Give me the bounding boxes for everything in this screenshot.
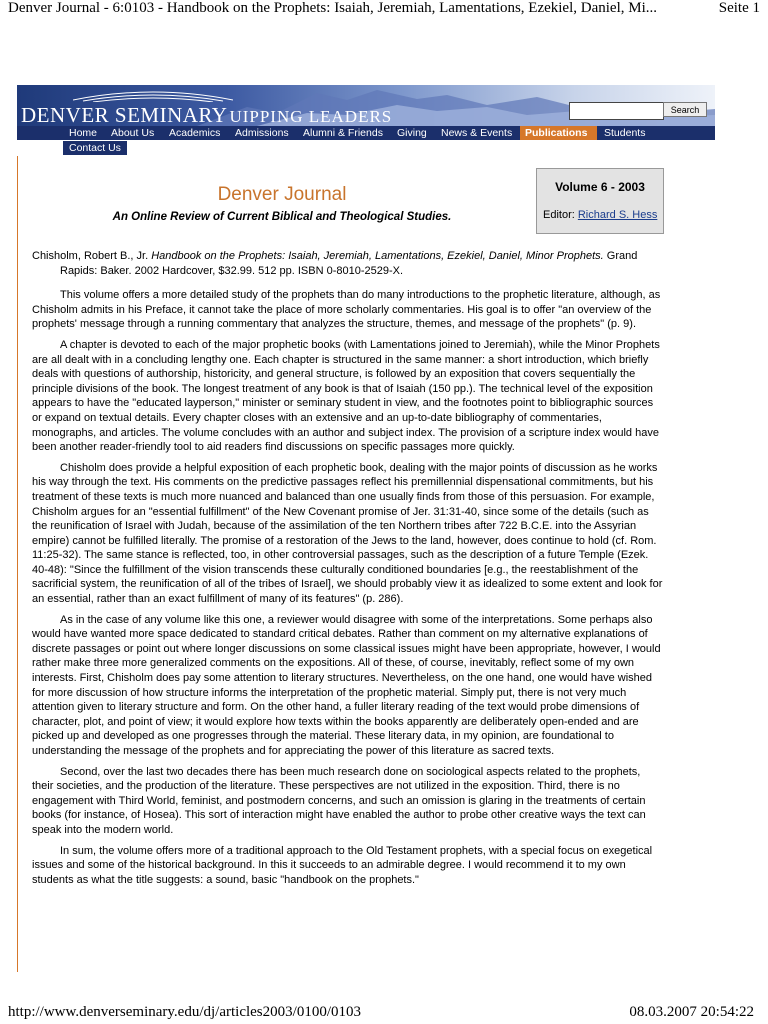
print-footer [8,1004,754,1022]
print-header-page: Seite 1 [718,0,760,16]
nav-item-admissions[interactable]: Admissions [235,127,289,139]
citation-author: Chisholm, Robert B., Jr. [32,250,149,262]
nav-item-news-events[interactable]: News & Events [441,127,513,139]
citation-details: Grand Rapids: Baker. 2002 Hardcover, $32.99. 512 pp. ISBN 0-8010-2529-X. [60,250,638,277]
article-paragraph: As in the case of any volume like this one, a reviewer would disagree with some of the interpretations. Some perhaps also would have wanted more space dedicated to standard critical debates. Rather than comment on my alternative explanations of discrete passages or point out where longer discussions on some classical issues might have been appropriate, however, I would rather make three more generalized comments on the expositions. All of these, of course, inevitably, reflect some of my own interests. First, Chisholm does pay some attention to literary structures. Nevertheless, on the one hand, one would have wished for more discussion of how structure informs the interpretation of the prophetic material. Simply put, there is not very much attention given to literary structure and form. On the other hand, a fuller literary reading of the text would probe dimensions of character, plot, and point of view; it would explore how texts within the books apparently are deliberately open-ended and are picked up and developed as one progresses through the material. These literary data, in my opinion, are foundational to understanding the message of the prophets and for appreciating the power of this literature as sacred texts. [32,613,661,757]
nav-item-home[interactable]: Home [69,127,98,139]
volume-label: Volume 6 - 2003 [555,180,645,194]
citation-title: Handbook on the Prophets: Isaiah, Jeremiah, Lamentations, Ezekiel, Daniel, Minor Prophets. [151,250,604,262]
article-paragraph: Chisholm does provide a helpful exposition of each prophetic book, dealing with the major points of discussion as he works his way through the text. His comments on the predictive passages reflect his premillennial dispensational commitments, but his treatment of these texts is much more nuanced and balanced than one usually finds from those of this persuasion. For example, Chisholm argues for an "essential fulfillment" of the New Covenant promise of Jer. 31:31-40, since some of the details (such as the reunification of Israel with Judah, because of the assimilation of the ten Northern tribes after 722 B.C.E. into the Assyrian empire) cannot be fulfilled literally. The promise of a restoration of the Jews to the land, however, does continue to hold (cf. Rom. 11:25-32). The same stance is reflected, too, in other controversial passages, such as the description of a future Temple (Ezek. 40-48): "Since the fulfillment of the vision transcends these culturally conditioned boundaries [e.g., the reestablishment of the sacrificial system, the reunification of all of the tribes of Israel], we should probably view it as idealized to some extent and look for an essential, rather than an exact fulfillment of many of its features" (p. 286). [32,461,663,606]
nav-item-contact-us[interactable]: Contact Us [63,141,127,155]
review-article [32,249,664,893]
book-citation [32,249,664,278]
seminary-logo-lines [73,88,233,102]
volume-info-box [536,168,664,234]
journal-title: Denver Journal [217,184,347,205]
article-paragraph: Second, over the last two decades there has been much research done on sociological aspects related to the prophets, their societies, and the production of the literature. These perspectives are not utilized in the exposition. Third, there is no engagement with Third World, feminist, and postmodern concerns, and such an omission is glaring in the treatments of certain books (for instance, of Hosea). This sort of interaction might have enabled the author to probe other creative ways the text can speak into the modern world. [32,765,646,836]
nav-item-about-us[interactable]: About Us [111,127,155,139]
nav-item-giving[interactable]: Giving [397,127,427,139]
article-paragraph: A chapter is devoted to each of the major prophetic books (with Lamentations joined to Jeremiah), while the Minor Prophets are all dealt with in a concluding lengthy one. Each chapter is structured in the same manner: a short introduction, which briefly deals with questions of authorship, historicity, and general structure, is followed by an exposition that covers sequentially the principle divisions of the book. The longest treatment of any book is that of Isaiah (150 pp.). The technical level of the exposition appears to have the "educated layperson," minister or seminary student in view, and the footnotes point to bibliographic sources or expand on textual details. Every chapter closes with an extensive and an up-to-date bibliography of commentaries, monographs, and articles. The volume concludes with an author and subject index. The provision of a scripture index would have been another reader-friendly tool to aid readers find discussions on specific passages more quickly. [32,338,660,454]
editor-line [543,209,659,221]
journal-subtitle: An Online Review of Current Biblical and Theological Studies. [112,211,452,223]
editor-label: Editor: [543,209,575,221]
brand-name: DENVER SEMINARY [21,103,228,126]
print-footer-url: http://www.denverseminary.edu/dj/articles2003/0100/0103 [8,1004,361,1020]
article-paragraph: This volume offers a more detailed study of the prophets than do many introductions to the prophetic literature, although, as Chisholm admits in his Preface, it cannot take the place of more scholarly commentaries. His goal is to offer "an overview of the prophets' message through a running commentary that analyzes the structure, themes, and message of the prophets" (p. 9). [32,289,661,331]
print-footer-timestamp: 08.03.2007 20:54:22 [629,1004,754,1020]
article-paragraph: In sum, the volume offers more of a traditional approach to the Old Testament prophets, with a special focus on exegetical issues and some of the historical background. In this it succeeds to an admirable degree. I would recommend it to my own students as what the title suggests: a sound, basic "handbook on the prophets." [32,844,653,886]
nav-item-publications[interactable]: Publications [520,126,597,140]
nav-item-alumni-friends[interactable]: Alumni & Friends [303,127,383,139]
print-header [8,0,760,18]
nav-item-students[interactable]: Students [604,127,646,139]
search-input[interactable] [569,102,664,120]
nav-item-academics[interactable]: Academics [169,127,221,139]
content-left-rule [17,156,18,972]
site-logo[interactable] [21,103,392,126]
print-header-title: Denver Journal - 6:0103 - Handbook on the Prophets: Isaiah, Jeremiah, Lamentations, Ezekiel, Daniel, Mi... [8,0,657,16]
editor-link[interactable]: Richard S. Hess [577,209,658,221]
search-button[interactable]: Search [663,102,707,117]
brand-tagline: UIPPING LEADERS [229,107,393,126]
